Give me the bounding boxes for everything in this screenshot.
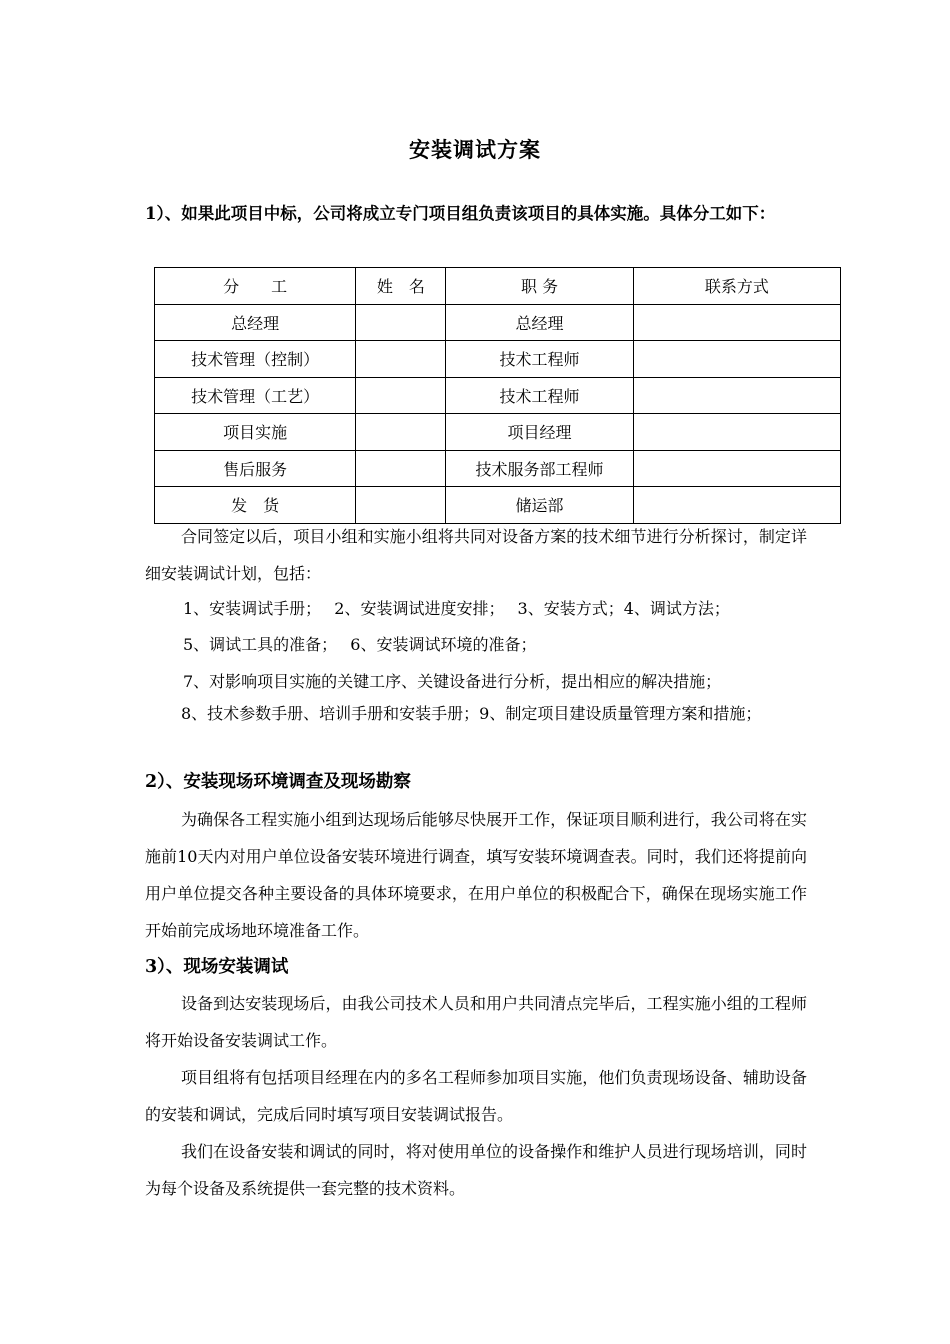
table-cell: 售后服务 — [155, 450, 356, 487]
table-cell — [633, 414, 840, 451]
table-cell: 技术管理（工艺） — [155, 377, 356, 414]
section-3-heading: 3）、现场安装调试 — [145, 957, 289, 977]
table-row — [155, 341, 841, 378]
table-cell: 技术管理（控制） — [155, 341, 356, 378]
section-3-paragraph-3: 我们在设备安装和调试的同时，将对使用单位的设备操作和维护人员进行现场培训，同时为每个设备及系统提供一套完整的技术资料。 — [145, 1142, 807, 1198]
table-cell: 项目实施 — [155, 414, 356, 451]
table-row — [155, 450, 841, 487]
header-cell-name: 姓 名 — [356, 268, 446, 305]
section-1-intro: 合同签定以后，项目小组和实施小组将共同对设备方案的技术细节进行分析探讨，制定详细安装调试计划，包括： — [145, 527, 807, 583]
table-cell — [356, 414, 446, 451]
table-cell: 技术服务部工程师 — [446, 450, 633, 487]
table-row — [155, 377, 841, 414]
table-cell — [356, 450, 446, 487]
table-cell — [633, 377, 840, 414]
table-cell: 总经理 — [155, 304, 356, 341]
table-cell: 储运部 — [446, 487, 633, 524]
table-cell: 技术工程师 — [446, 341, 633, 378]
section-2-body: 为确保各工程实施小组到达现场后能够尽快展开工作，保证项目顺利进行，我公司将在实施前10天内对用户单位设备安装环境进行调查，填写安装环境调查表。同时，我们还将提前向用户单位提交各种主要设备的具体环境要求，在用户单位的积极配合下，确保在现场实施工作开始前完成场地环境准备工作。 — [145, 810, 807, 940]
table-cell — [633, 341, 840, 378]
table-row — [155, 414, 841, 451]
table-cell — [356, 304, 446, 341]
table-cell: 技术工程师 — [446, 377, 633, 414]
section-3-paragraph-2: 项目组将有包括项目经理在内的多名工程师参加项目实施，他们负责现场设备、辅助设备的安装和调试，完成后同时填写项目安装调试报告。 — [145, 1068, 807, 1124]
table-cell — [356, 377, 446, 414]
table-cell — [356, 341, 446, 378]
section-3-paragraph-1: 设备到达安装现场后，由我公司技术人员和用户共同清点完毕后，工程实施小组的工程师将开始设备安装调试工作。 — [145, 994, 807, 1050]
table-cell: 发 货 — [155, 487, 356, 524]
table-cell — [633, 304, 840, 341]
header-cell-position: 职 务 — [446, 268, 633, 305]
section-2-heading: 2）、安装现场环境调查及现场勘察 — [145, 772, 411, 792]
plan-items-line-2: 5、调试工具的准备； 6、安装调试环境的准备； — [183, 635, 537, 654]
table-cell — [633, 450, 840, 487]
table-row — [155, 304, 841, 341]
table-cell: 项目经理 — [446, 414, 633, 451]
section-1-heading: 1）、如果此项目中标，公司将成立专门项目组负责该项目的具体实施。具体分工如下： — [145, 204, 776, 223]
page-title: 安装调试方案 — [409, 137, 541, 162]
roles-table — [154, 267, 841, 524]
header-cell-division: 分 工 — [155, 268, 356, 305]
table-header-row — [155, 268, 841, 305]
table-cell: 总经理 — [446, 304, 633, 341]
plan-items-line-3: 7、对影响项目实施的关键工序、关键设备进行分析，提出相应的解决措施； — [183, 672, 722, 691]
plan-items-line-4: 8、技术参数手册、培训手册和安装手册；9、制定项目建设质量管理方案和措施； — [181, 704, 762, 723]
header-cell-contact: 联系方式 — [633, 268, 840, 305]
plan-items-line-1: 1、安装调试手册； 2、安装调试进度安排； 3、安装方式；4、调试方法； — [183, 599, 730, 618]
